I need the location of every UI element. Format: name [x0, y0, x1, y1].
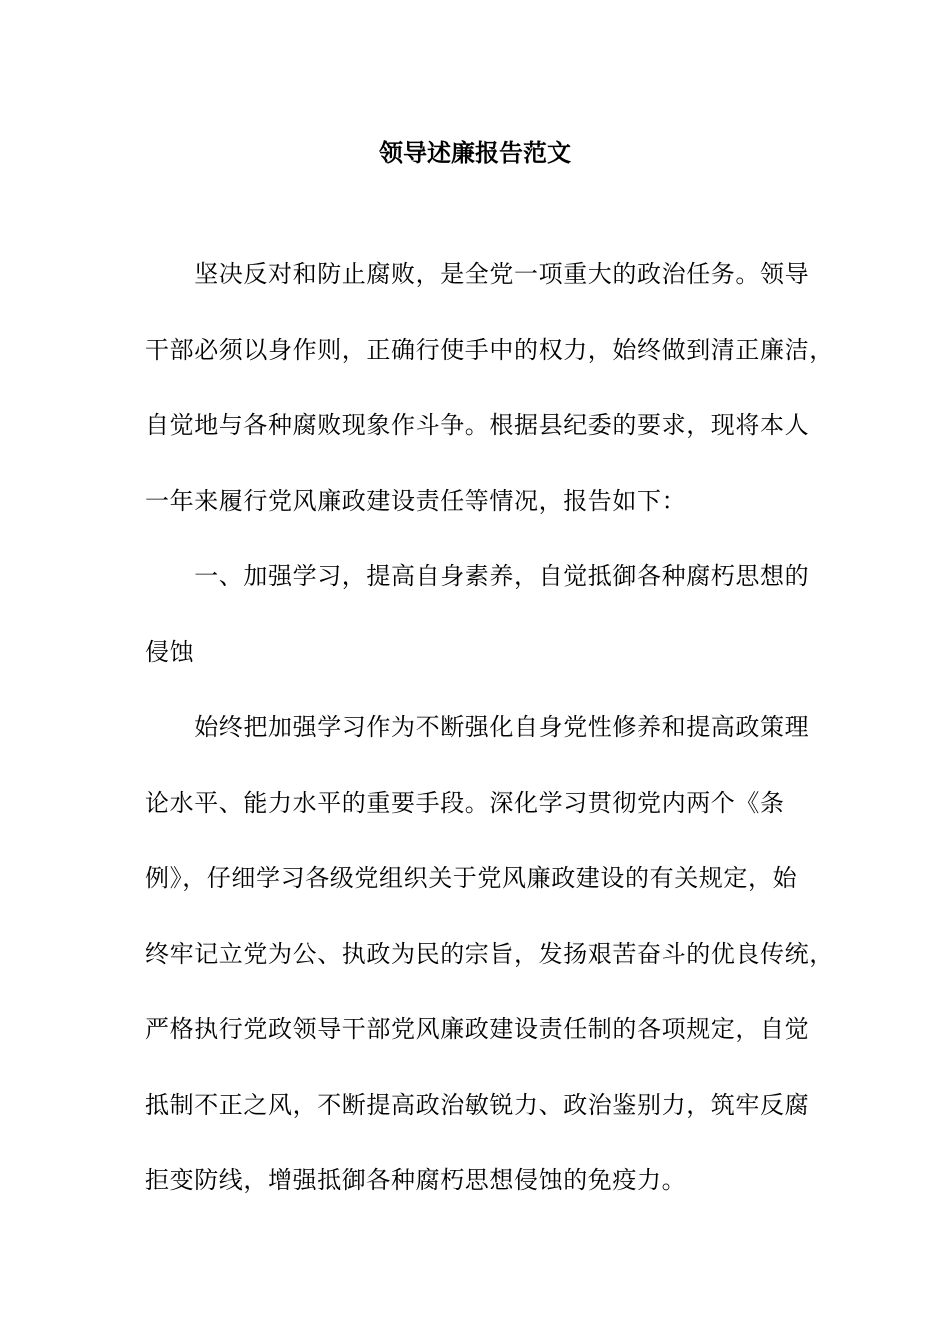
paragraph-line: 论水平、能力水平的重要手段。深化学习贯彻党内两个《条: [145, 789, 785, 817]
section-heading-line: 一、加强学习，提高自身素养，自觉抵御各种腐朽思想的: [145, 562, 810, 590]
paragraph-line: 始终把加强学习作为不断强化自身党性修养和提高政策理: [145, 713, 810, 741]
paragraph-line: 一年来履行党风廉政建设责任等情况，报告如下：: [145, 487, 687, 515]
paragraph-line: 自觉地与各种腐败现象作斗争。根据县纪委的要求，现将本人: [145, 411, 810, 439]
paragraph-line: 严格执行党政领导干部党风廉政建设责任制的各项规定，自觉: [145, 1015, 810, 1043]
paragraph-line: 终牢记立党为公、执政为民的宗旨，发扬艰苦奋斗的优良传统，: [145, 940, 834, 968]
section-heading-line: 侵蚀: [145, 638, 195, 666]
paragraph-line: 干部必须以身作则，正确行使手中的权力，始终做到清正廉洁，: [145, 336, 834, 364]
paragraph-line: 例》，仔细学习各级党组织关于党风廉政建设的有关规定，始: [145, 864, 798, 892]
document-title: 领导述廉报告范文: [379, 138, 571, 167]
paragraph-line: 拒变防线，增强抵御各种腐朽思想侵蚀的免疫力。: [145, 1166, 687, 1194]
paragraph-line: 抵制不正之风，不断提高政治敏锐力、政治鉴别力，筑牢反腐: [145, 1091, 810, 1119]
paragraph-line: 坚决反对和防止腐败，是全党一项重大的政治任务。领导: [145, 260, 810, 288]
